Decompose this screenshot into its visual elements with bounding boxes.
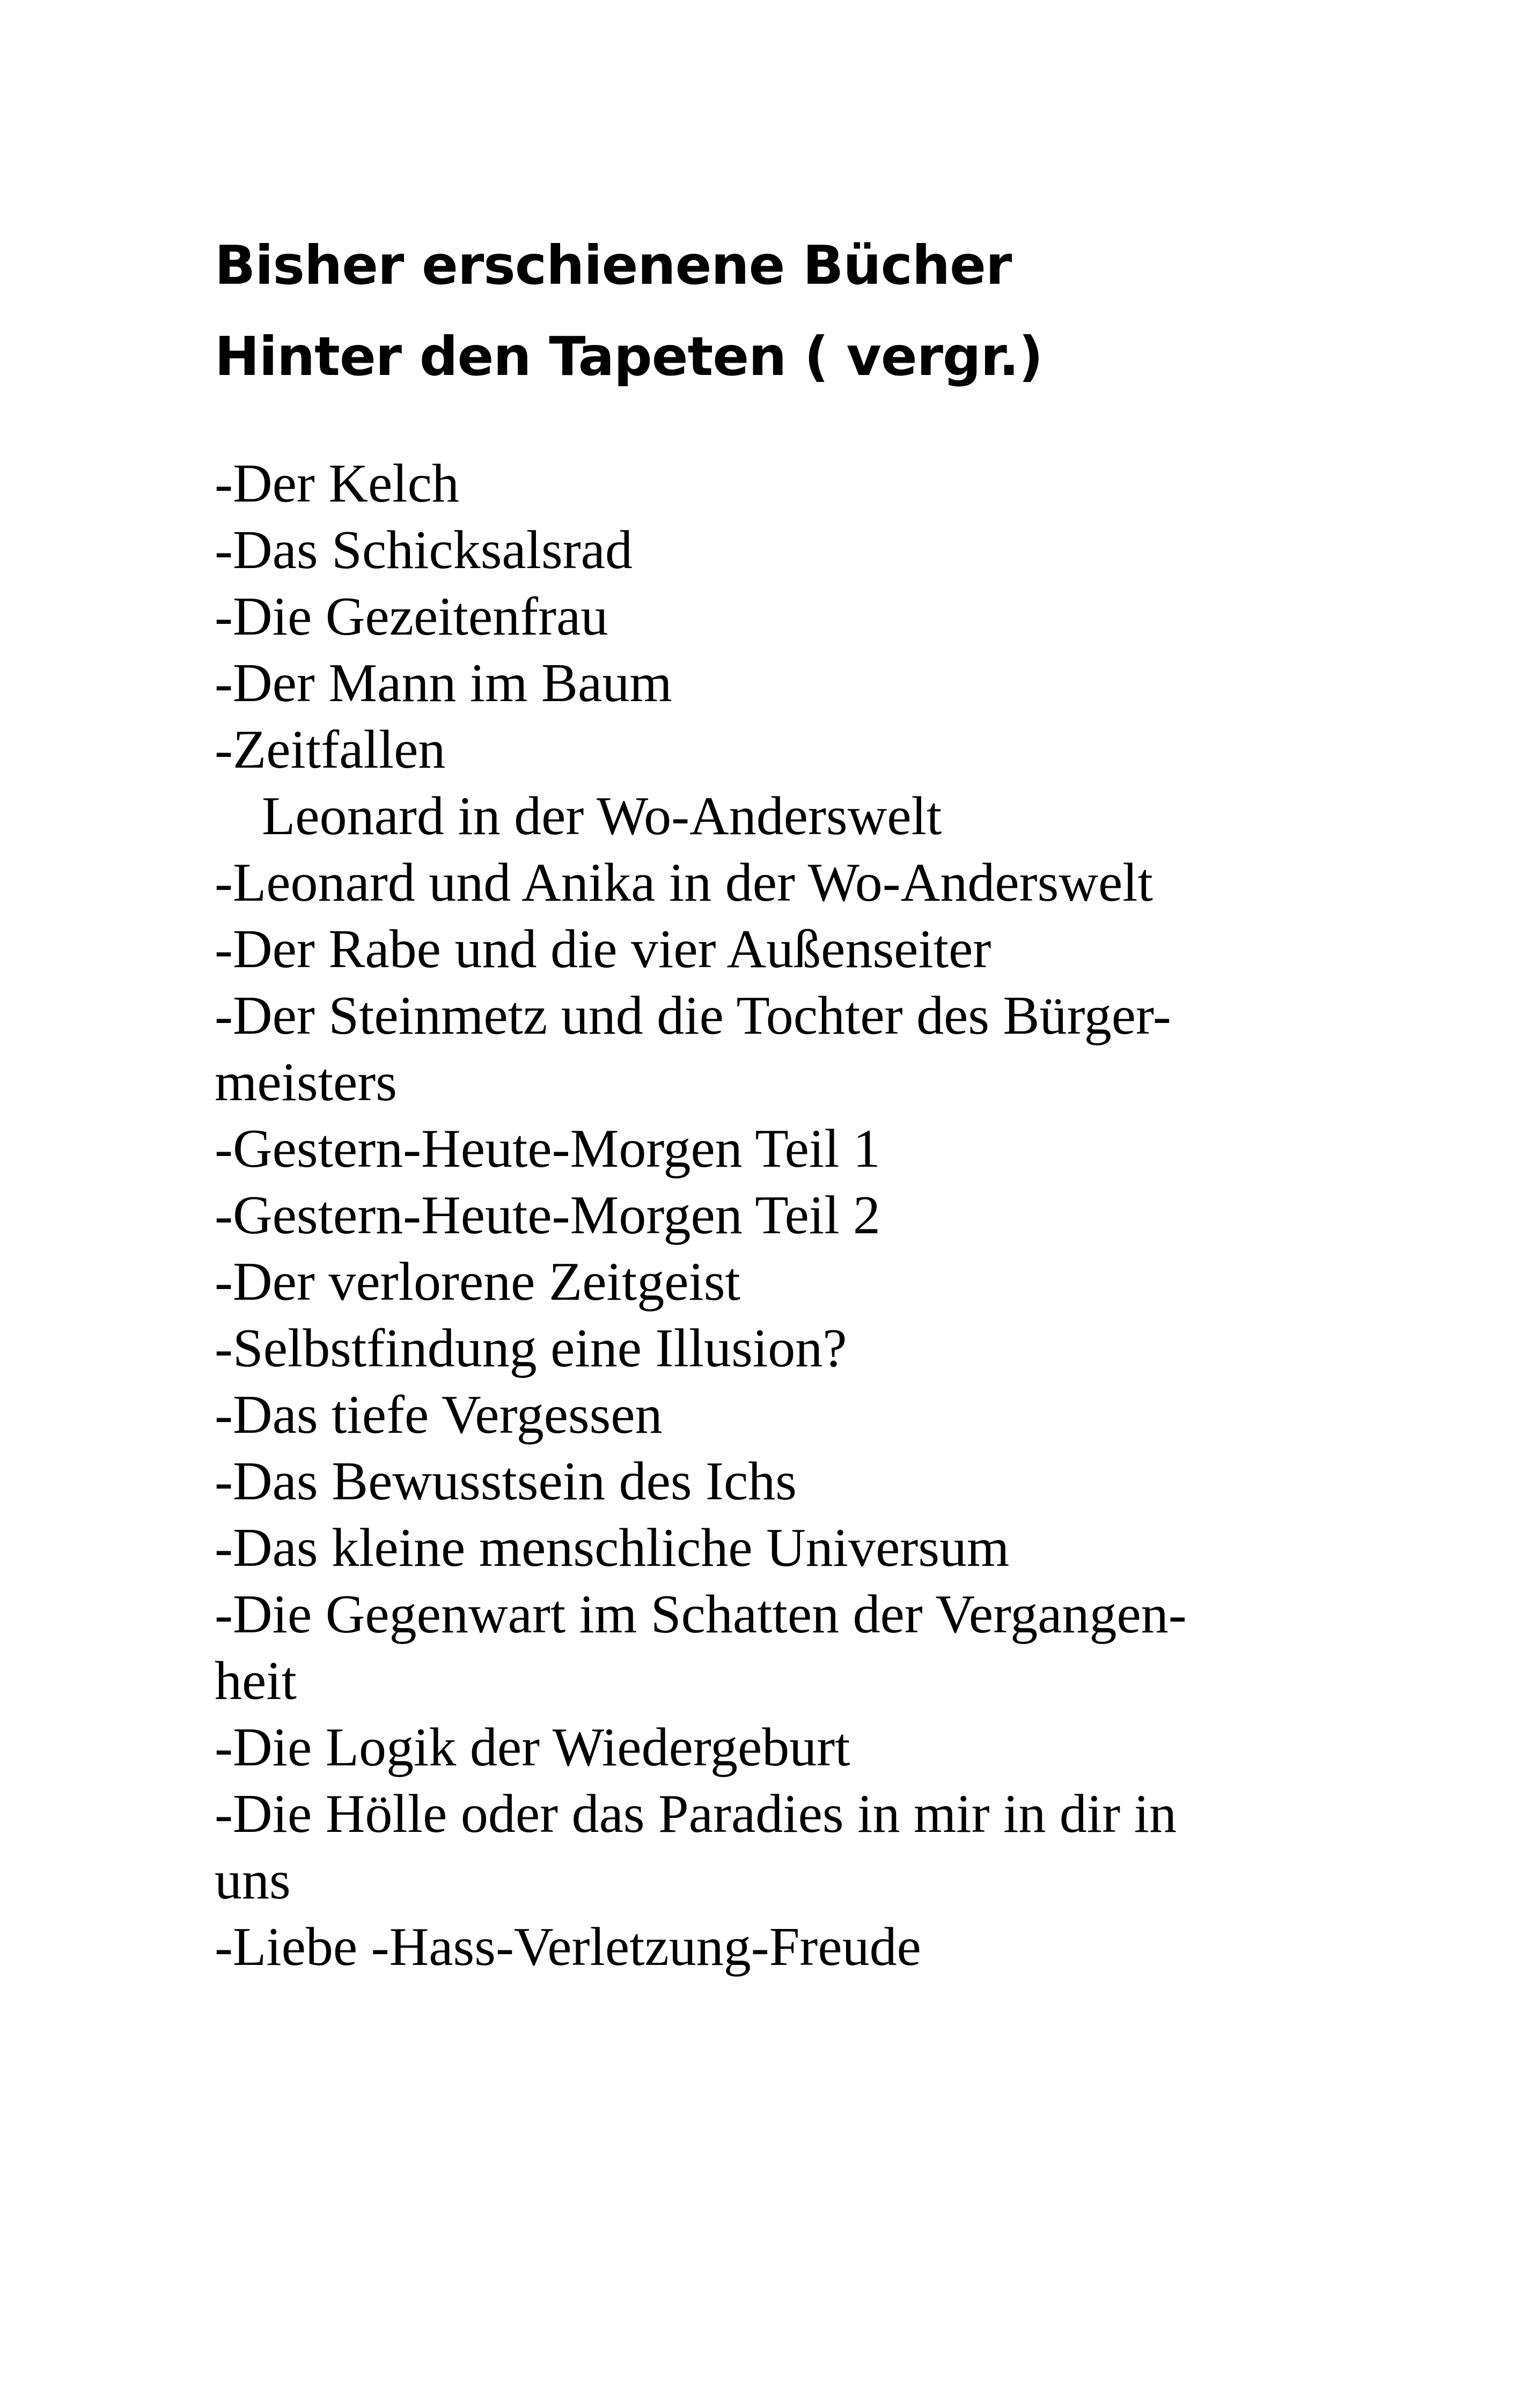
book-item: -Das tiefe Vergessen <box>215 1385 663 1445</box>
book-item: -Der Rabe und die vier Außenseiter <box>215 919 991 980</box>
book-item: -Die Hölle oder das Paradies in mir in dir in uns <box>215 1784 1177 1911</box>
book-item: -Der verlorene Zeitgeist <box>215 1251 740 1312</box>
book-item: -Das Bewusstsein des Ichs <box>215 1451 797 1512</box>
book-item: Leonard in der Wo-Anderswelt <box>262 786 942 846</box>
book-item: -Leonard und Anika in der Wo-Anderswelt <box>215 852 1153 913</box>
book-item: -Die Logik der Wiedergeburt <box>215 1717 850 1778</box>
page-heading <box>215 220 1042 402</box>
book-item: -Der Steinmetz und die Tochter des Bürger- meisters <box>215 985 1171 1113</box>
heading-subtitle: Hinter den Tapeten ( vergr.) <box>215 325 1043 388</box>
book-item: -Der Kelch <box>215 453 459 514</box>
book-item: -Zeitfallen <box>215 719 446 780</box>
book-item: -Gestern-Heute-Morgen Teil 2 <box>215 1185 881 1246</box>
book-item: -Die Gezeitenfrau <box>215 586 608 647</box>
book-item: -Gestern-Heute-Morgen Teil 1 <box>215 1118 881 1179</box>
book-item: -Selbstfindung eine Illusion? <box>215 1318 847 1379</box>
book-item: -Das Schicksalsrad <box>215 520 633 580</box>
book-item: -Das kleine menschliche Universum <box>215 1518 1010 1578</box>
book-item: -Liebe -Hass-Verletzung-Freude <box>215 1917 921 1977</box>
heading-title: Bisher erschienene Bücher <box>215 234 1012 297</box>
book-item: -Die Gegenwart im Schatten der Vergangen- heit <box>215 1584 1187 1711</box>
book-item: -Der Mann im Baum <box>215 653 672 713</box>
book-list <box>215 451 1266 1980</box>
